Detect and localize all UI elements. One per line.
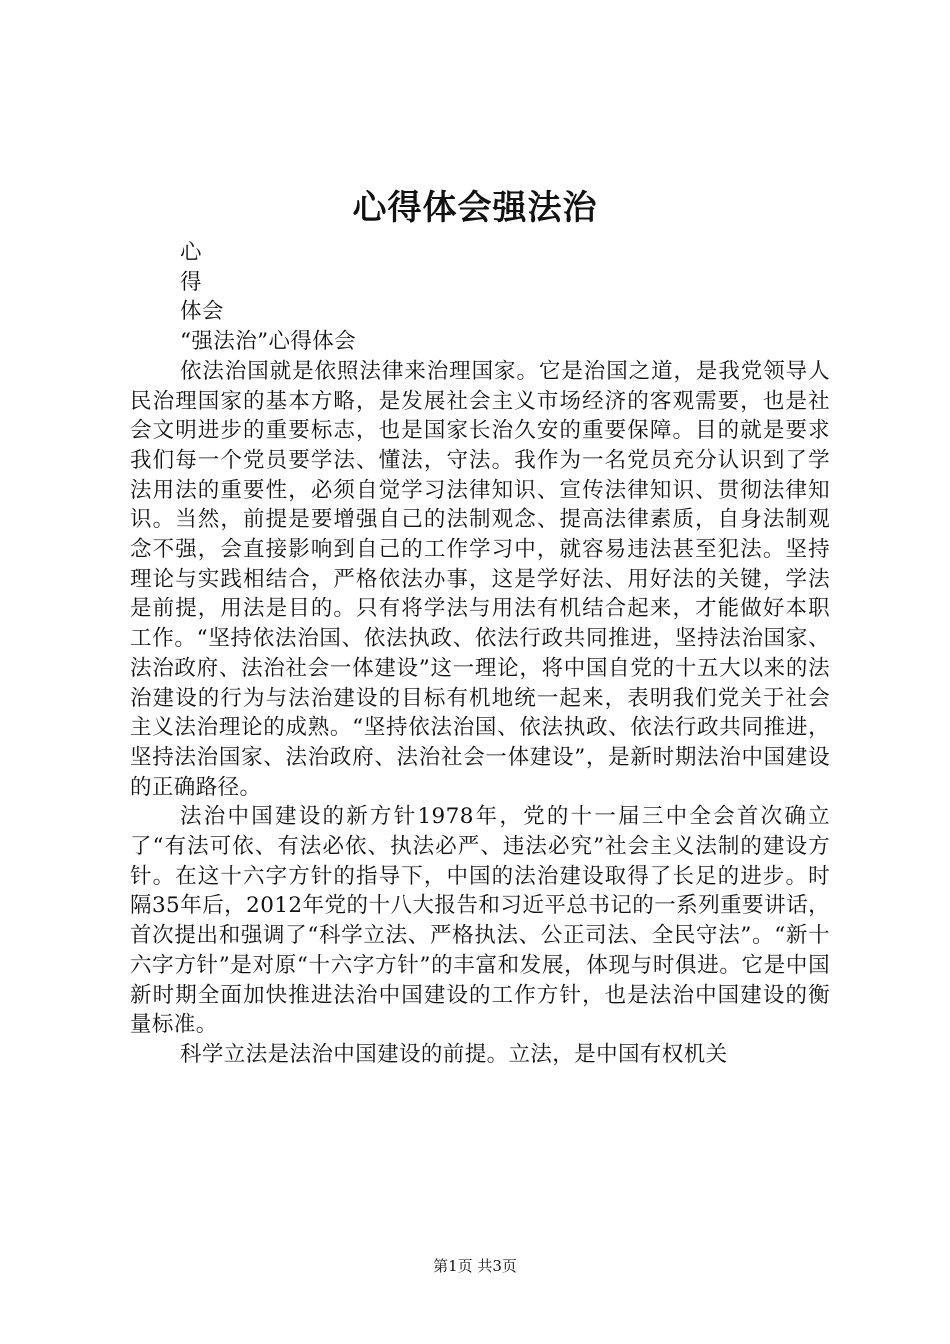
document-body (130, 238, 830, 1070)
document-title: 心得体会强法治 (352, 188, 598, 228)
paragraph: 依法治国就是依照法律来治理国家。它是治国之道，是我党领导人民治理国家的基本方略，是发展社会主义市场经济的客观需要，也是社会文明进步的重要标志，也是国家长治久安的重要保障。目的就是要求我们每一个党员要学法、懂法，守法。我作为一名党员充分认识到了学法用法的重要性，必须自觉学习法律知识、宣传法律知识、贯彻法律知识。当然，前提是要增强自己的法制观念、提高法律素质，自身法制观念不强，会直接影响到自己的工作学习中，就容易违法甚至犯法。坚持理论与实践相结合，严格依法办事，这是学好法、用好法的关键，学法是前提，用法是目的。只有将学法与用法有机结合起来，才能做好本职工作。“坚持依法治国、依法执政、依法行政共同推进，坚持法治国家、法治政府、法治社会一体建设”这一理论，将中国自党的十五大以来的法治建设的行为与法治建设的目标有机地统一起来，表明我们党关于社会主义法治理论的成熟。“坚持依法治国、依法执政、依法行政共同推进，坚持法治国家、法治政府、法治社会一体建设”，是新时期法治中国建设的正确路径。 (130, 358, 830, 800)
heading-line: 得 (180, 269, 202, 295)
paragraph: 法治中国建设的新方针1978年，党的十一届三中全会首次确立了“有法可依、有法必依、执法必严、违法必究”社会主义法制的建设方针。在这十六字方针的指导下，中国的法治建设取得了长足的进步。时隔35年后，2012年党的十八大报告和习近平总书记的一系列重要讲话，首次提出和强调了“科学立法、严格执法、公正司法、全民守法”。“新十六字方针”是对原“十六字方针”的丰富和发展，体现与时俱进。它是中国新时期全面加快推进法治中国建设的工作方针，也是法治中国建设的衡量标准。 (130, 804, 830, 1038)
heading-line: 心 (180, 240, 202, 265)
heading-line: 体会 (180, 299, 224, 325)
subtitle-line: “强法治”心得体会 (180, 329, 357, 355)
paragraph: 科学立法是法治中国建设的前提。立法，是中国有权机关 (180, 1041, 728, 1067)
page-number-footer: 第1页 共3页 (433, 1257, 517, 1275)
